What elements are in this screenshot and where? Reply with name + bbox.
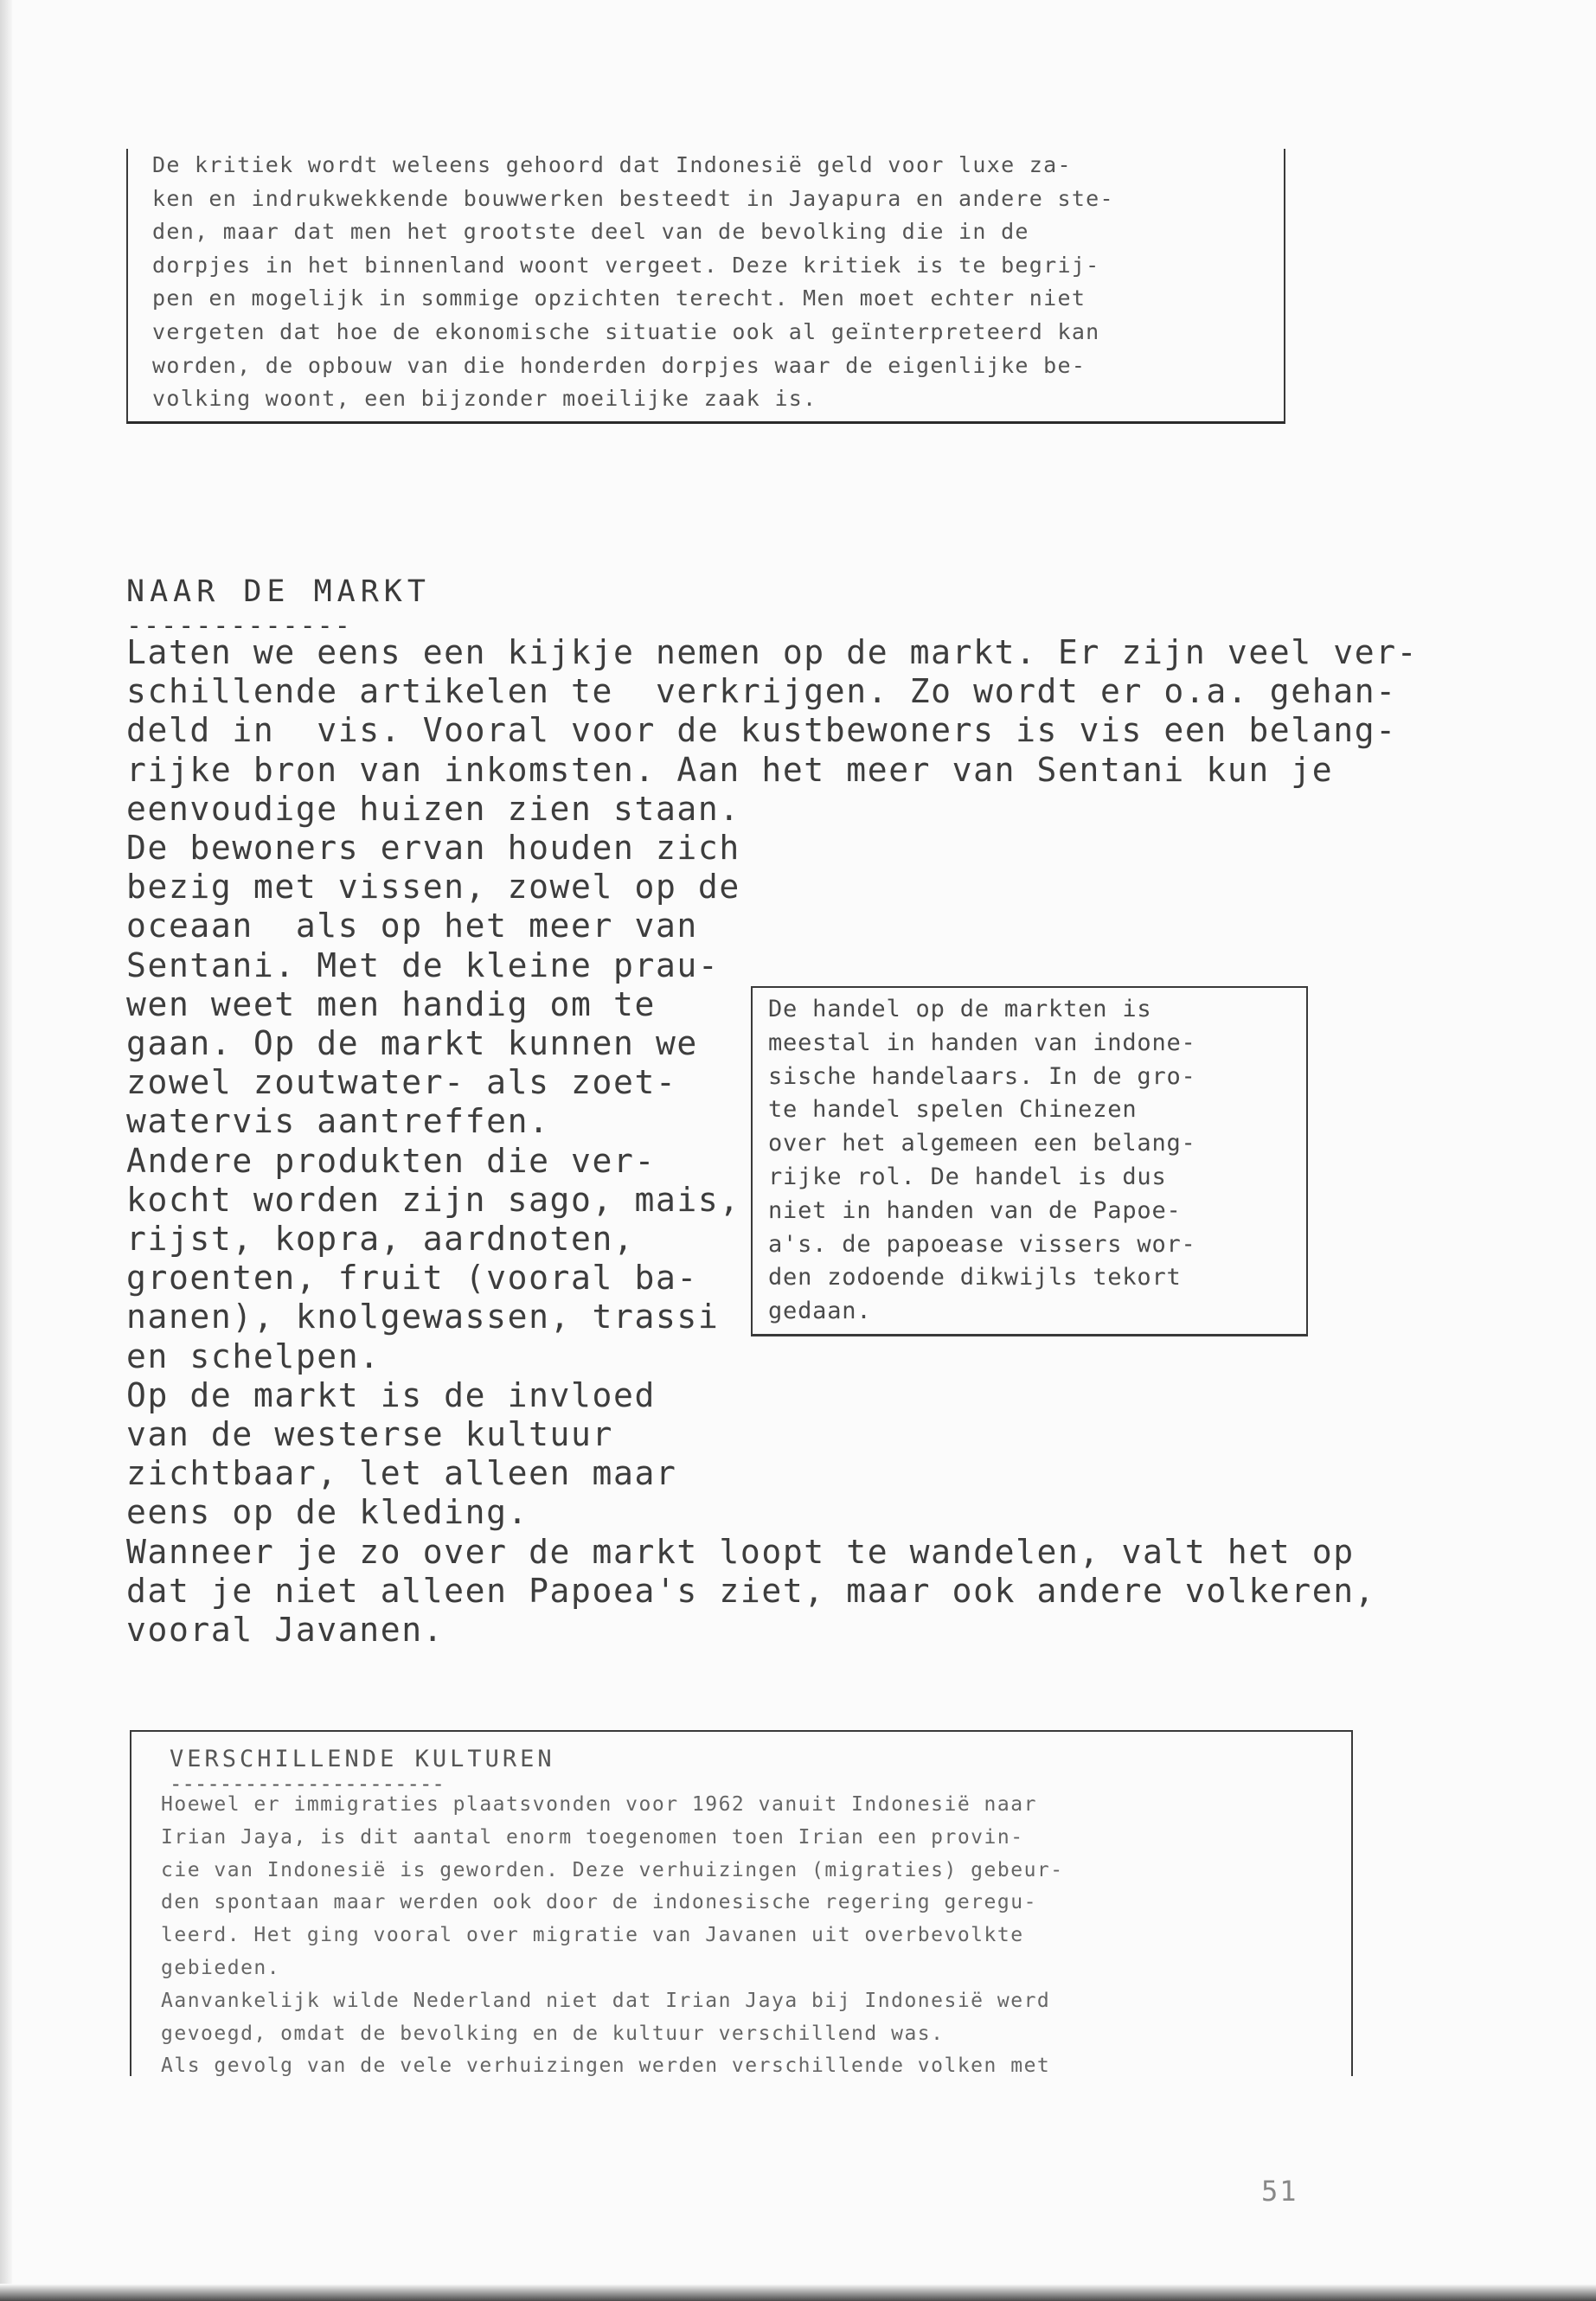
text-line: den zodoende dikwijls tekort: [768, 1264, 1182, 1292]
text-line: zichtbaar, let alleen maar: [126, 1454, 677, 1493]
text-line: Aanvankelijk wilde Nederland niet dat Irian Jaya bij Indonesië werd: [161, 1989, 1051, 2012]
text-line: meestal in handen van indone-: [768, 1029, 1196, 1056]
text-line: cie van Indonesië is geworden. Deze verhuizingen (migraties) gebeur-: [161, 1858, 1064, 1881]
text-line: worden, de opbouw van die honderden dorpjes waar de eigenlijke be-: [152, 352, 1086, 378]
text-line: oceaan als op het meer van: [126, 907, 698, 945]
text-line: ken en indrukwekkende bouwwerken besteedt in Jayapura en andere ste-: [152, 185, 1114, 211]
text-line: van de westerse kultuur: [126, 1415, 613, 1454]
text-line: Als gevolg van de vele verhuizingen werden verschillende volken met: [161, 2054, 1051, 2078]
text-line: rijst, kopra, aardnoten,: [126, 1220, 635, 1259]
text-line: vergeten dat hoe de ekonomische situatie ook al geïnterpreteerd kan: [152, 318, 1100, 344]
text-line: gebieden.: [161, 1956, 281, 1979]
text-line: De kritiek wordt weleens gehoord dat Indonesië geld voor luxe za-: [152, 152, 1072, 177]
top-note-box-text: [152, 149, 1277, 416]
text-line: gevoegd, omdat de bevolking en de kultuur verschillend was.: [161, 2022, 945, 2045]
text-line: zowel zoutwater- als zoet-: [126, 1063, 677, 1102]
text-line: Wanneer je zo over de markt loopt te wandelen, valt het op: [126, 1532, 1355, 1571]
text-line: watervis aantreffen.: [126, 1102, 550, 1141]
text-line: gedaan.: [768, 1298, 872, 1325]
text-line: rijke rol. De handel is dus: [768, 1163, 1167, 1190]
bottom-note-box-text: [161, 1789, 1346, 2083]
text-line: groenten, fruit (vooral ba-: [126, 1259, 698, 1298]
text-line: den spontaan maar werden ook door de indonesische regering geregu-: [161, 1891, 1037, 1914]
text-line: te handel spelen Chinezen: [768, 1096, 1138, 1124]
page-left-shadow: [0, 0, 12, 2301]
section-heading-underline: -------------: [126, 611, 352, 641]
text-line: dorpjes in het binnenland woont vergeet. Deze kritiek is te begrij-: [152, 252, 1100, 278]
text-line: eenvoudige huizen zien staan.: [126, 789, 740, 828]
text-line: a's. de papoease vissers wor-: [768, 1230, 1196, 1258]
text-line: deld in vis. Vooral voor de kustbewoners is vis een belang-: [126, 711, 1397, 750]
text-line: Andere produkten die ver-: [126, 1141, 656, 1180]
text-line: schillende artikelen te verkrijgen. Zo wordt er o.a. gehan-: [126, 672, 1397, 711]
text-line: den, maar dat men het grootste deel van de bevolking die in de: [152, 219, 1029, 245]
text-line: kocht worden zijn sago, mais,: [126, 1180, 740, 1219]
text-line: niet in handen van de Papoe-: [768, 1196, 1182, 1224]
text-line: bezig met vissen, zowel op de: [126, 868, 740, 907]
text-line: dat je niet alleen Papoea's ziet, maar ook andere volkeren,: [126, 1571, 1376, 1610]
text-line: De handel op de markten is: [768, 996, 1152, 1022]
text-line: vooral Javanen.: [126, 1611, 445, 1650]
text-line: Op de markt is de invloed: [126, 1375, 656, 1414]
text-line: eens op de kleding.: [126, 1493, 529, 1532]
text-line: en schelpen.: [126, 1336, 381, 1375]
bottom-box-heading-underline: ----------------------: [170, 1772, 445, 1796]
text-line: sische handelaars. In de gro-: [768, 1062, 1196, 1090]
text-line: over het algemeen een belang-: [768, 1130, 1196, 1157]
text-line: rijke bron van inkomsten. Aan het meer van Sentani kun je: [126, 750, 1334, 789]
text-line: De bewoners ervan houden zich: [126, 829, 740, 868]
side-note-box-text: [768, 993, 1287, 1329]
page-number: 51: [1261, 2175, 1298, 2208]
text-line: Hoewel er immigraties plaatsvonden voor 1962 vanuit Indonesië naar: [161, 1793, 1037, 1816]
section-heading: NAAR DE MARKT: [126, 574, 431, 609]
text-line: volking woont, een bijzonder moeilijke zaak is.: [152, 386, 817, 412]
text-line: Irian Jaya, is dit aantal enorm toegenomen toen Irian een provin-: [161, 1825, 1024, 1849]
text-line: Laten we eens een kijkje nemen op de markt. Er zijn veel ver-: [126, 633, 1419, 671]
text-line: leerd. Het ging vooral over migratie van Javanen uit overbevolkte: [161, 1924, 1024, 1947]
text-line: wen weet men handig om te: [126, 984, 656, 1023]
bottom-box-heading: VERSCHILLENDE KULTUREN: [170, 1746, 555, 1772]
text-line: pen en mogelijk in sommige opzichten terecht. Men moet echter niet: [152, 285, 1086, 311]
text-line: nanen), knolgewassen, trassi: [126, 1298, 720, 1336]
text-line: gaan. Op de markt kunnen we: [126, 1024, 698, 1063]
text-line: Sentani. Met de kleine prau-: [126, 945, 720, 984]
page-bottom-shadow: [0, 2284, 1596, 2301]
